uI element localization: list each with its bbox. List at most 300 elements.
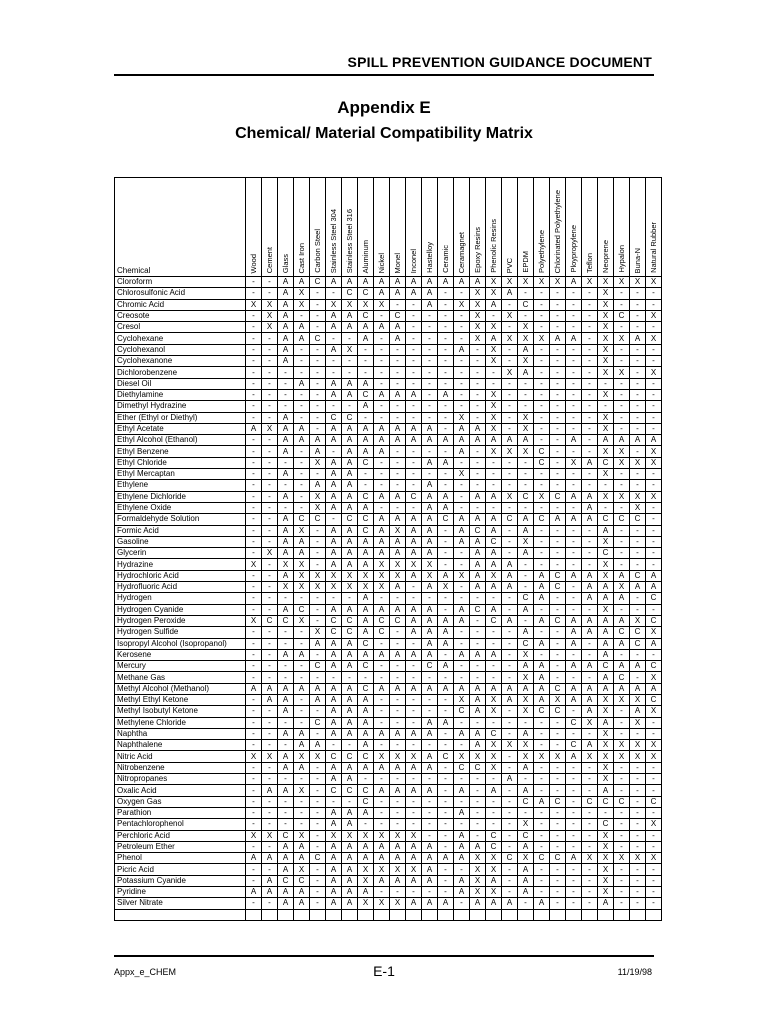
compatibility-cell: - [550, 661, 566, 672]
compatibility-cell: C [534, 457, 550, 468]
empty-cell [598, 909, 614, 920]
compatibility-cell: - [630, 807, 646, 818]
compatibility-cell: X [486, 446, 502, 457]
compatibility-cell: A [598, 638, 614, 649]
compatibility-cell: - [454, 356, 470, 367]
material-label: Cast Iron [297, 242, 306, 273]
compatibility-cell: A [358, 604, 374, 615]
compatibility-cell: A [342, 807, 358, 818]
compatibility-cell: - [582, 841, 598, 852]
compatibility-cell: X [598, 344, 614, 355]
material-label: Hypalon [617, 245, 626, 273]
compatibility-cell: - [438, 796, 454, 807]
compatibility-cell: A [390, 728, 406, 739]
compatibility-cell: C [486, 728, 502, 739]
compatibility-cell: - [646, 480, 662, 491]
footer-file-name: Appx_e_CHEM [114, 967, 177, 977]
compatibility-cell: - [262, 288, 278, 299]
compatibility-cell: - [246, 502, 262, 513]
compatibility-cell: X [630, 853, 646, 864]
compatibility-cell: - [246, 277, 262, 288]
compatibility-cell: - [534, 819, 550, 830]
compatibility-cell: - [566, 378, 582, 389]
compatibility-cell: - [438, 367, 454, 378]
compatibility-cell: A [278, 785, 294, 796]
table-row [115, 333, 662, 344]
compatibility-cell: - [246, 728, 262, 739]
material-label: EPDM [521, 251, 530, 273]
compatibility-cell: X [374, 559, 390, 570]
compatibility-cell: - [614, 717, 630, 728]
compatibility-cell: X [614, 367, 630, 378]
compatibility-cell: - [262, 841, 278, 852]
compatibility-cell: - [518, 310, 534, 321]
compatibility-cell: A [326, 435, 342, 446]
compatibility-cell: - [550, 288, 566, 299]
material-header [614, 178, 630, 277]
compatibility-cell: - [326, 593, 342, 604]
compatibility-cell: A [438, 853, 454, 864]
compatibility-cell: - [470, 830, 486, 841]
compatibility-cell: A [470, 559, 486, 570]
compatibility-cell: - [406, 887, 422, 898]
compatibility-cell: - [246, 661, 262, 672]
compatibility-cell: - [454, 548, 470, 559]
compatibility-cell: - [278, 367, 294, 378]
compatibility-cell: - [310, 322, 326, 333]
compatibility-cell: X [598, 841, 614, 852]
compatibility-cell: X [246, 299, 262, 310]
compatibility-cell: X [486, 762, 502, 773]
compatibility-cell: - [246, 582, 262, 593]
compatibility-cell: C [550, 683, 566, 694]
compatibility-cell: - [534, 356, 550, 367]
compatibility-cell: A [486, 683, 502, 694]
compatibility-cell: - [390, 469, 406, 480]
compatibility-cell: A [534, 615, 550, 626]
compatibility-cell: X [614, 694, 630, 705]
compatibility-cell: A [454, 423, 470, 434]
compatibility-cell: X [598, 694, 614, 705]
chemical-name: Nitric Acid [115, 751, 246, 762]
compatibility-cell: - [342, 796, 358, 807]
compatibility-cell: C [550, 582, 566, 593]
compatibility-cell: - [358, 774, 374, 785]
compatibility-cell: A [422, 536, 438, 547]
compatibility-cell: - [614, 469, 630, 480]
compatibility-cell: C [486, 830, 502, 841]
compatibility-cell: X [502, 446, 518, 457]
compatibility-cell: A [422, 638, 438, 649]
page-header [114, 52, 654, 76]
compatibility-cell: A [422, 457, 438, 468]
compatibility-cell: A [358, 762, 374, 773]
compatibility-cell: - [438, 875, 454, 886]
compatibility-cell: - [262, 356, 278, 367]
compatibility-cell: A [390, 875, 406, 886]
material-header [278, 178, 294, 277]
compatibility-cell: - [614, 299, 630, 310]
compatibility-cell: A [358, 333, 374, 344]
compatibility-cell: - [374, 356, 390, 367]
compatibility-cell: A [358, 887, 374, 898]
material-header [470, 178, 486, 277]
compatibility-cell: X [422, 570, 438, 581]
compatibility-cell: - [550, 322, 566, 333]
compatibility-cell: - [246, 762, 262, 773]
compatibility-cell: - [614, 412, 630, 423]
compatibility-cell: A [278, 751, 294, 762]
compatibility-cell: A [342, 322, 358, 333]
compatibility-cell: X [294, 615, 310, 626]
compatibility-cell: - [454, 322, 470, 333]
compatibility-cell: A [470, 548, 486, 559]
compatibility-cell: C [358, 661, 374, 672]
compatibility-cell: A [262, 887, 278, 898]
compatibility-cell: - [566, 401, 582, 412]
compatibility-cell: X [550, 751, 566, 762]
compatibility-cell: A [582, 570, 598, 581]
compatibility-cell: - [326, 672, 342, 683]
compatibility-cell: - [438, 672, 454, 683]
compatibility-cell: A [358, 740, 374, 751]
compatibility-cell: - [646, 288, 662, 299]
compatibility-cell: - [310, 604, 326, 615]
compatibility-cell: - [630, 389, 646, 400]
compatibility-cell: A [518, 627, 534, 638]
compatibility-cell: - [246, 435, 262, 446]
compatibility-cell: - [614, 898, 630, 909]
compatibility-cell: A [358, 446, 374, 457]
compatibility-cell: A [470, 728, 486, 739]
compatibility-cell: - [582, 887, 598, 898]
compatibility-cell: - [550, 299, 566, 310]
compatibility-cell: A [566, 570, 582, 581]
table-row [115, 378, 662, 389]
compatibility-cell: A [454, 446, 470, 457]
compatibility-cell: X [598, 491, 614, 502]
compatibility-cell: C [614, 627, 630, 638]
compatibility-cell: - [486, 717, 502, 728]
compatibility-cell: - [390, 740, 406, 751]
compatibility-cell: X [598, 423, 614, 434]
compatibility-cell: - [646, 536, 662, 547]
compatibility-cell: - [566, 412, 582, 423]
compatibility-cell: A [358, 423, 374, 434]
compatibility-cell: - [534, 559, 550, 570]
compatibility-cell: - [566, 706, 582, 717]
compatibility-cell: - [406, 717, 422, 728]
compatibility-cell: - [246, 333, 262, 344]
table-row [115, 785, 662, 796]
compatibility-cell: C [550, 491, 566, 502]
compatibility-cell: - [454, 819, 470, 830]
table-row [115, 706, 662, 717]
compatibility-cell: - [550, 367, 566, 378]
compatibility-cell: - [262, 649, 278, 660]
compatibility-cell: A [438, 389, 454, 400]
compatibility-cell: - [406, 457, 422, 468]
compatibility-cell: - [646, 875, 662, 886]
compatibility-cell: C [358, 751, 374, 762]
material-label: Nickel [377, 252, 386, 273]
compatibility-cell: - [438, 344, 454, 355]
compatibility-cell: A [582, 694, 598, 705]
compatibility-cell: - [262, 502, 278, 513]
compatibility-cell: A [406, 853, 422, 864]
compatibility-cell: - [438, 706, 454, 717]
compatibility-cell: - [646, 548, 662, 559]
compatibility-cell: - [374, 333, 390, 344]
compatibility-cell: - [358, 367, 374, 378]
compatibility-cell: A [406, 728, 422, 739]
compatibility-cell: X [598, 367, 614, 378]
compatibility-cell: C [406, 491, 422, 502]
compatibility-cell: - [262, 774, 278, 785]
compatibility-cell: A [470, 706, 486, 717]
compatibility-cell: X [470, 887, 486, 898]
compatibility-cell: - [358, 819, 374, 830]
compatibility-cell: - [518, 401, 534, 412]
compatibility-cell: A [310, 694, 326, 705]
compatibility-cell: A [326, 559, 342, 570]
compatibility-cell: X [598, 751, 614, 762]
compatibility-cell: - [390, 344, 406, 355]
compatibility-cell: - [470, 717, 486, 728]
compatibility-cell: - [294, 661, 310, 672]
compatibility-cell: X [486, 706, 502, 717]
compatibility-cell: - [614, 344, 630, 355]
compatibility-cell: X [598, 774, 614, 785]
compatibility-cell: A [342, 649, 358, 660]
compatibility-cell: - [502, 401, 518, 412]
compatibility-cell: - [470, 469, 486, 480]
compatibility-cell: - [646, 774, 662, 785]
compatibility-cell: - [310, 830, 326, 841]
chemical-name: Ethyl Chloride [115, 457, 246, 468]
compatibility-cell: A [454, 344, 470, 355]
material-label: Teflon [585, 252, 594, 273]
compatibility-cell: - [294, 367, 310, 378]
compatibility-cell: - [566, 367, 582, 378]
compatibility-cell: A [486, 548, 502, 559]
chemical-name: Hydrofluoric Acid [115, 582, 246, 593]
compatibility-cell: - [438, 322, 454, 333]
compatibility-cell: - [262, 514, 278, 525]
compatibility-cell: A [374, 604, 390, 615]
compatibility-cell: A [326, 548, 342, 559]
compatibility-cell: - [582, 875, 598, 886]
compatibility-cell: - [566, 299, 582, 310]
compatibility-cell: - [566, 536, 582, 547]
compatibility-cell: X [278, 582, 294, 593]
compatibility-cell: A [486, 514, 502, 525]
compatibility-cell: - [646, 785, 662, 796]
compatibility-cell: A [422, 299, 438, 310]
compatibility-cell: C [470, 604, 486, 615]
compatibility-cell: - [534, 887, 550, 898]
compatibility-cell: - [614, 649, 630, 660]
compatibility-cell: X [342, 582, 358, 593]
compatibility-cell: A [294, 277, 310, 288]
compatibility-cell: - [614, 548, 630, 559]
compatibility-cell: - [246, 514, 262, 525]
compatibility-cell: - [502, 593, 518, 604]
compatibility-cell: X [262, 751, 278, 762]
compatibility-cell: - [342, 593, 358, 604]
compatibility-cell: A [518, 683, 534, 694]
compatibility-cell: A [438, 627, 454, 638]
compatibility-cell: A [454, 785, 470, 796]
chemical-name: Glycerin [115, 548, 246, 559]
compatibility-cell: - [470, 356, 486, 367]
compatibility-cell: - [646, 423, 662, 434]
compatibility-cell: - [406, 310, 422, 321]
compatibility-cell: X [598, 604, 614, 615]
chemical-name: Hydrazine [115, 559, 246, 570]
material-header [518, 178, 534, 277]
compatibility-cell: - [406, 378, 422, 389]
compatibility-cell: - [566, 672, 582, 683]
compatibility-cell: A [534, 683, 550, 694]
compatibility-cell: A [374, 389, 390, 400]
compatibility-cell: X [374, 898, 390, 909]
compatibility-cell: - [326, 333, 342, 344]
table-row [115, 344, 662, 355]
compatibility-cell: A [406, 570, 422, 581]
compatibility-cell: - [406, 582, 422, 593]
compatibility-cell: - [646, 525, 662, 536]
compatibility-cell: - [582, 785, 598, 796]
table-row [115, 830, 662, 841]
compatibility-cell: X [646, 491, 662, 502]
compatibility-cell: X [294, 299, 310, 310]
compatibility-cell: - [566, 841, 582, 852]
compatibility-cell: X [294, 830, 310, 841]
table-row [115, 615, 662, 626]
compatibility-cell: A [406, 536, 422, 547]
compatibility-cell: - [470, 796, 486, 807]
compatibility-cell: A [502, 774, 518, 785]
compatibility-cell: - [374, 694, 390, 705]
compatibility-cell: - [374, 807, 390, 818]
compatibility-cell: X [294, 559, 310, 570]
compatibility-cell: - [646, 807, 662, 818]
compatibility-cell: X [246, 559, 262, 570]
table-row [115, 593, 662, 604]
compatibility-cell: - [550, 762, 566, 773]
compatibility-cell: A [470, 277, 486, 288]
compatibility-cell: - [502, 638, 518, 649]
compatibility-cell: - [582, 356, 598, 367]
compatibility-cell: A [406, 514, 422, 525]
compatibility-cell: - [582, 638, 598, 649]
compatibility-cell: - [566, 310, 582, 321]
compatibility-cell: - [582, 830, 598, 841]
compatibility-cell: - [246, 875, 262, 886]
compatibility-cell: - [438, 740, 454, 751]
compatibility-cell: - [278, 717, 294, 728]
compatibility-cell: A [406, 683, 422, 694]
compatibility-cell: - [310, 423, 326, 434]
compatibility-cell: - [646, 830, 662, 841]
compatibility-cell: - [246, 367, 262, 378]
table-row [115, 740, 662, 751]
compatibility-cell: - [310, 875, 326, 886]
compatibility-cell: - [342, 672, 358, 683]
compatibility-cell: - [614, 536, 630, 547]
compatibility-cell: - [550, 435, 566, 446]
compatibility-cell: C [438, 514, 454, 525]
compatibility-cell: X [614, 740, 630, 751]
compatibility-cell: - [406, 593, 422, 604]
compatibility-cell: - [486, 774, 502, 785]
compatibility-cell: X [614, 277, 630, 288]
compatibility-cell: A [326, 774, 342, 785]
compatibility-cell: A [630, 683, 646, 694]
compatibility-cell: - [262, 536, 278, 547]
compatibility-cell: - [518, 457, 534, 468]
compatibility-cell: - [486, 819, 502, 830]
compatibility-cell: - [582, 446, 598, 457]
compatibility-cell: - [454, 502, 470, 513]
empty-cell [278, 909, 294, 920]
compatibility-cell: - [454, 367, 470, 378]
compatibility-cell: A [598, 627, 614, 638]
compatibility-cell: C [358, 491, 374, 502]
compatibility-cell: A [454, 435, 470, 446]
compatibility-cell: - [438, 525, 454, 536]
compatibility-cell: C [566, 717, 582, 728]
compatibility-cell: - [374, 469, 390, 480]
compatibility-cell: A [518, 785, 534, 796]
compatibility-cell: - [422, 401, 438, 412]
compatibility-cell: - [310, 548, 326, 559]
compatibility-cell: X [614, 853, 630, 864]
compatibility-cell: - [294, 344, 310, 355]
compatibility-cell: X [390, 830, 406, 841]
compatibility-cell: - [374, 774, 390, 785]
compatibility-cell: C [310, 661, 326, 672]
compatibility-cell: - [486, 469, 502, 480]
compatibility-cell: X [406, 864, 422, 875]
compatibility-cell: A [422, 898, 438, 909]
compatibility-cell: - [390, 299, 406, 310]
compatibility-cell: A [534, 672, 550, 683]
compatibility-cell: - [262, 593, 278, 604]
compatibility-cell: A [310, 435, 326, 446]
compatibility-cell: A [278, 604, 294, 615]
compatibility-cell: A [342, 864, 358, 875]
compatibility-cell: A [342, 446, 358, 457]
compatibility-cell: - [310, 819, 326, 830]
compatibility-cell: A [342, 728, 358, 739]
compatibility-cell: - [582, 435, 598, 446]
compatibility-cell: A [598, 525, 614, 536]
compatibility-cell: - [326, 514, 342, 525]
compatibility-cell: - [406, 774, 422, 785]
compatibility-cell: C [518, 593, 534, 604]
table-row [115, 356, 662, 367]
compatibility-cell: - [278, 740, 294, 751]
compatibility-cell: C [342, 751, 358, 762]
compatibility-cell: A [278, 841, 294, 852]
compatibility-cell: A [374, 277, 390, 288]
compatibility-cell: - [534, 435, 550, 446]
compatibility-cell: - [438, 774, 454, 785]
empty-cell [342, 909, 358, 920]
table-row [115, 898, 662, 909]
